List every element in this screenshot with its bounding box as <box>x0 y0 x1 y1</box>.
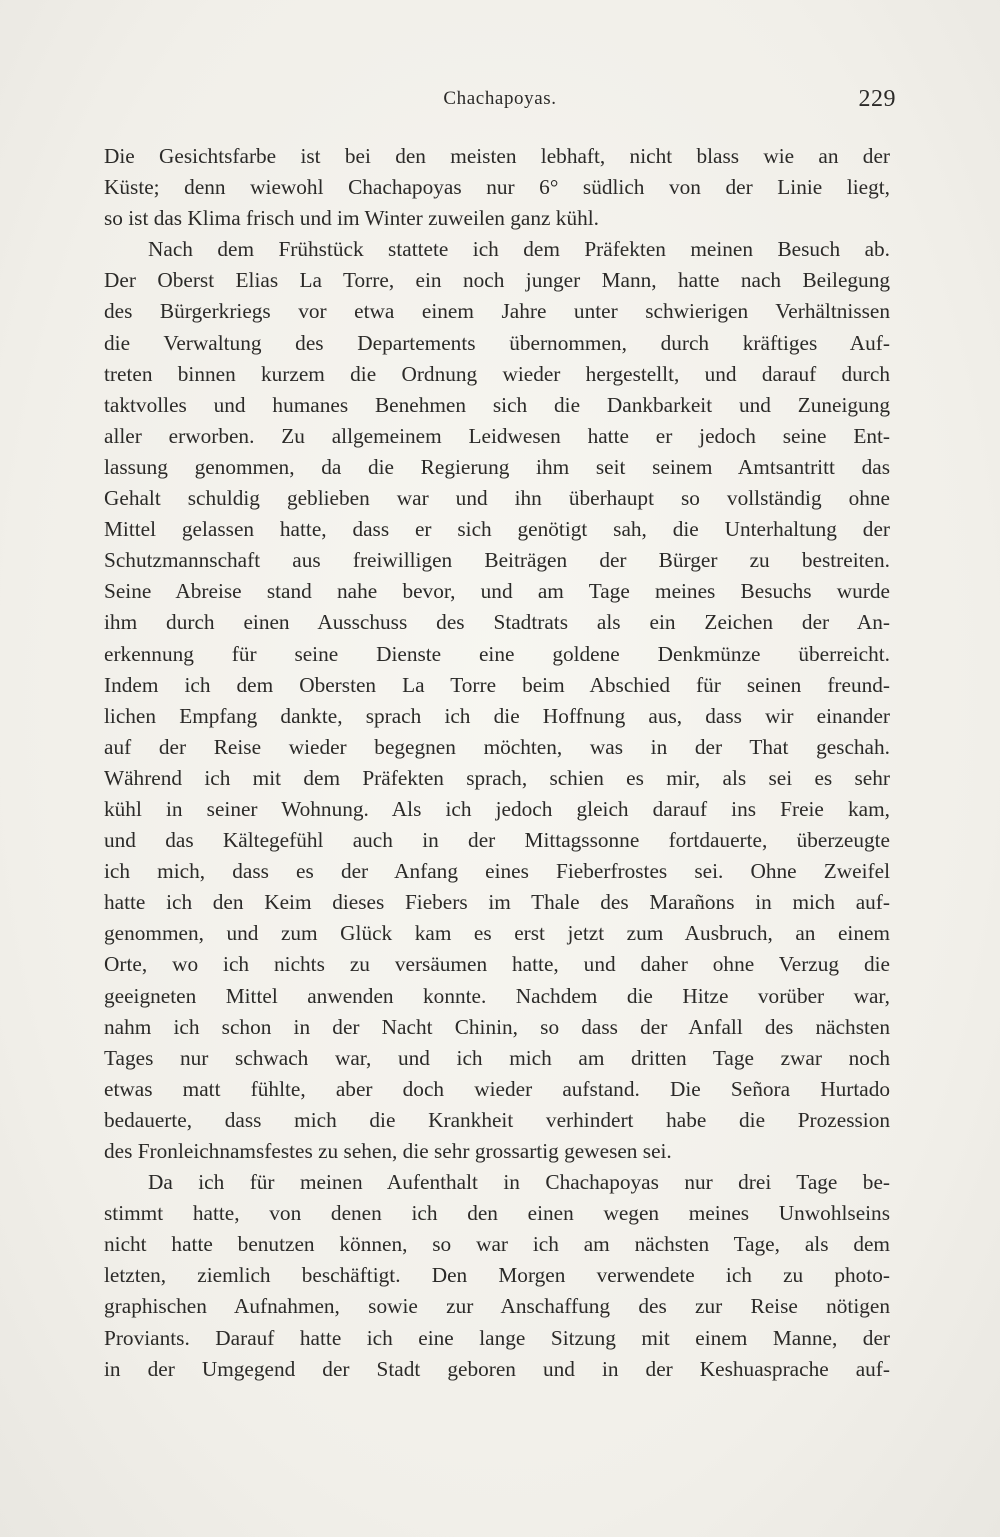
text-line: Nach dem Frühstück stattete ich dem Präfekten meinen Besuch ab. <box>148 237 890 262</box>
text-line: letzten, ziemlich beschäftigt. Den Morgen verwendete ich zu photo- <box>104 1263 890 1288</box>
text-line: Indem ich dem Obersten La Torre beim Abschied für seinen freund- <box>104 672 890 697</box>
text-line: Da ich für meinen Aufenthalt in Chachapoyas nur drei Tage be- <box>148 1170 890 1195</box>
text-line: Der Oberst Elias La Torre, ein noch junger Mann, hatte nach Beilegung <box>104 268 890 293</box>
text-line: genommen, und zum Glück kam es erst jetzt zum Ausbruch, an einem <box>104 921 890 946</box>
text-line: nicht hatte benutzen können, so war ich am nächsten Tage, als dem <box>104 1232 890 1257</box>
text-line: ich mich, dass es der Anfang eines Fieberfrostes sei. Ohne Zweifel <box>104 859 890 884</box>
text-line: Seine Abreise stand nahe bevor, und am Tage meines Besuchs wurde <box>104 579 890 604</box>
running-head <box>104 88 896 118</box>
text-line: kühl in seiner Wohnung. Als ich jedoch gleich darauf ins Freie kam, <box>104 796 890 821</box>
text-line: Während ich mit dem Präfekten sprach, schien es mir, als sei es sehr <box>104 765 890 790</box>
text-line: lassung genommen, da die Regierung ihm seit seinem Amtsantritt das <box>104 454 890 479</box>
text-line: des Bürgerkriegs vor etwa einem Jahre unter schwierigen Verhältnissen <box>104 299 890 324</box>
text-line: und das Kältegefühl auch in der Mittagssonne fortdauerte, überzeugte <box>104 828 890 853</box>
text-line: erkennung für seine Dienste eine goldene Denkmünze überreicht. <box>104 641 890 666</box>
text-line: Gehalt schuldig geblieben war und ihn überhaupt so vollständig ohne <box>104 486 890 511</box>
running-title: Chachapoyas. <box>443 88 557 109</box>
text-line: nahm ich schon in der Nacht Chinin, so dass der Anfall des nächsten <box>104 1014 890 1039</box>
text-line: Proviants. Darauf hatte ich eine lange Sitzung mit einem Manne, der <box>104 1325 890 1350</box>
text-line: Mittel gelassen hatte, dass er sich genötigt sah, die Unterhaltung der <box>104 517 890 542</box>
text-line: taktvolles und humanes Benehmen sich die Dankbarkeit und Zuneigung <box>104 392 890 417</box>
text-line: lichen Empfang dankte, sprach ich die Hoffnung aus, dass wir einander <box>104 703 890 728</box>
text-line: geeigneten Mittel anwenden konnte. Nachdem die Hitze vorüber war, <box>104 983 890 1008</box>
text-line: etwas matt fühlte, aber doch wieder aufstand. Die Señora Hurtado <box>104 1076 890 1101</box>
page-number: 229 <box>858 86 896 112</box>
text-line: Tages nur schwach war, und ich mich am dritten Tage zwar noch <box>104 1045 890 1070</box>
text-line: Die Gesichtsfarbe ist bei den meisten lebhaft, nicht blass wie an der <box>104 144 890 168</box>
text-line: aller erworben. Zu allgemeinem Leidwesen hatte er jedoch seine Ent- <box>104 423 890 448</box>
text-line: die Verwaltung des Departements übernommen, durch kräftiges Auf- <box>104 330 890 355</box>
text-line: Schutzmannschaft aus freiwilligen Beiträgen der Bürger zu bestreiten. <box>104 548 890 573</box>
text-line: des Fronleichnamsfestes zu sehen, die sehr grossartig gewesen sei. <box>104 1139 672 1163</box>
text-line: bedauerte, dass mich die Krankheit verhindert habe die Prozession <box>104 1107 890 1132</box>
text-line: Küste; denn wiewohl Chachapoyas nur 6° südlich von der Linie liegt, <box>104 175 890 200</box>
text-line: hatte ich den Keim dieses Fiebers im Thale des Marañons in mich auf- <box>104 890 890 915</box>
text-line: in der Umgegend der Stadt geboren und in der Keshuasprache auf- <box>104 1356 890 1381</box>
text-line: graphischen Aufnahmen, sowie zur Anschaffung des zur Reise nötigen <box>104 1294 890 1319</box>
text-line: treten binnen kurzem die Ordnung wieder hergestellt, und darauf durch <box>104 361 890 386</box>
text-line: auf der Reise wieder begegnen möchten, was in der That geschah. <box>104 734 890 759</box>
text-line: stimmt hatte, von denen ich den einen wegen meines Unwohlseins <box>104 1201 890 1226</box>
body-text <box>104 141 890 1385</box>
text-line: Orte, wo ich nichts zu versäumen hatte, und daher ohne Verzug die <box>104 952 890 977</box>
text-line: so ist das Klima frisch und im Winter zuweilen ganz kühl. <box>104 206 599 231</box>
text-line: ihm durch einen Ausschuss des Stadtrats als ein Zeichen der An- <box>104 610 890 635</box>
